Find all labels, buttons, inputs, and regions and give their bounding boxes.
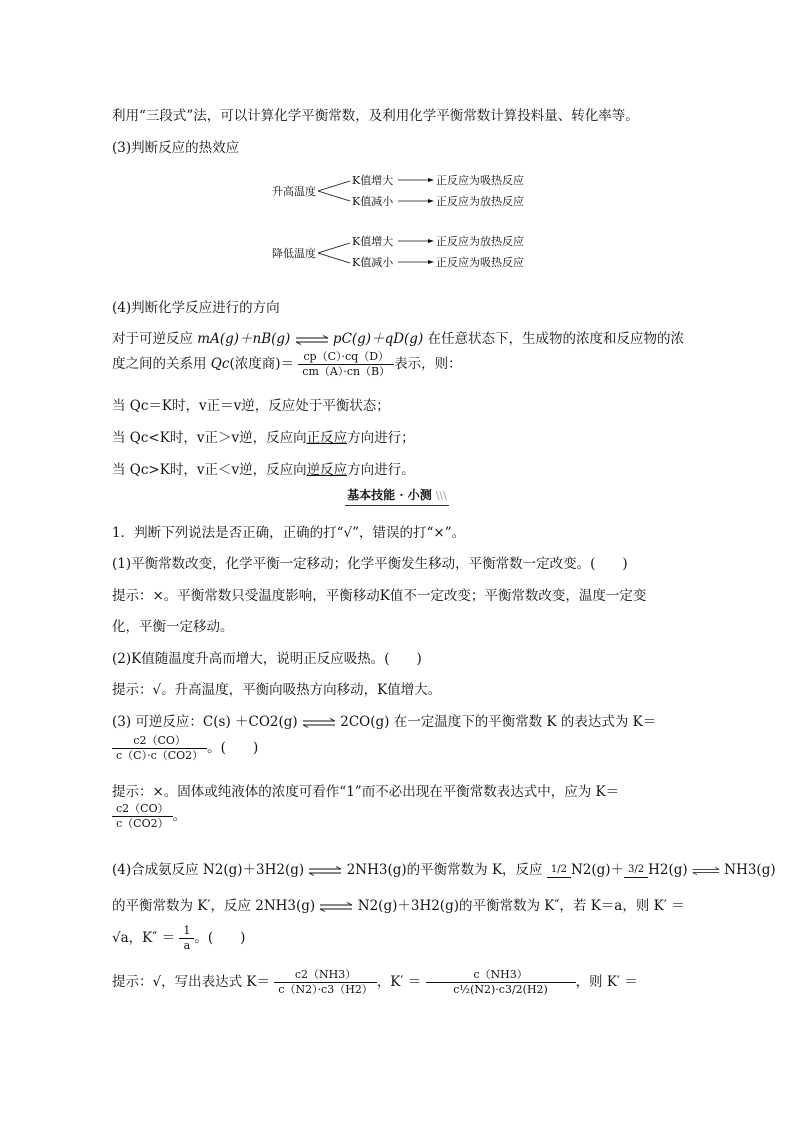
direction-line-1: 对于可逆反应 mA(g)＋nB(g) pC(g)＋qD(g) 在任意状态下，生成物的浓度和反应物的浓 bbox=[112, 331, 685, 347]
equilibrium-arrow-icon bbox=[319, 902, 353, 912]
condition-greater: 当 Qc>K时，v正＜v逆，反应向逆反应方向进行。 bbox=[112, 462, 415, 478]
condition-less: 当 Qc<K时，v正＞v逆，反应向正反应方向进行； bbox=[112, 430, 415, 446]
question-1-3-line-1: (3) 可逆反应：C(s) ＋CO2(g) 2CO(g) 在一定温度下的平衡常数 K 的表达式为 K＝ bbox=[112, 714, 657, 730]
hint-1-line-1: 提示：×。平衡常数只受温度影响，平衡移动K值不一定改变；平衡常数改变，温度一定变 bbox=[112, 588, 647, 604]
question-1-3-line-2: $\frac{c2(CO)}{c(C)\cdot c(CO2)}$ 。( ) bbox=[112, 734, 258, 763]
label-lower-temp: 降低温度 bbox=[272, 247, 316, 260]
equilibrium-arrow-icon bbox=[308, 866, 342, 876]
heading-heat-effect: (3)判断反应的热效应 bbox=[112, 140, 240, 156]
hint-3-line-1: 提示：×。固体或纯液体的浓度可看作“1”而不必出现在平衡常数表达式中，应为 K＝ bbox=[112, 784, 620, 800]
question-1-1: (1)平衡常数改变，化学平衡一定移动；化学平衡发生移动，平衡常数一定改变。( ) bbox=[112, 556, 628, 572]
hint-1-line-2: 化，平衡一定移动。 bbox=[112, 619, 234, 635]
inverse-a-fraction: $\frac{1}{a}$ bbox=[179, 924, 194, 953]
label-endo-2: 正反应为吸热反应 bbox=[436, 256, 524, 269]
label-k-down-2: K值减小 bbox=[352, 256, 394, 269]
half-fraction: 1/2 bbox=[547, 863, 571, 878]
label-endo-1: 正反应为吸热反应 bbox=[436, 174, 524, 187]
intro-paragraph: 利用“三段式”法，可以计算化学平衡常数，及利用化学平衡常数计算投料量、转化率等。 bbox=[112, 108, 639, 124]
hint-3-line-2: $\frac{c2(CO)}{c(CO2)}$ 。 bbox=[112, 802, 186, 831]
heading-direction: (4)判断化学反应进行的方向 bbox=[112, 300, 280, 316]
question-1: 1．判断下列说法是否正确，正确的打“√”，错误的打“×”。 bbox=[112, 525, 466, 541]
equilibrium-arrow-icon bbox=[302, 718, 336, 728]
label-k-down-1: K值减小 bbox=[352, 195, 394, 208]
label-k-up-2: K值增大 bbox=[352, 235, 394, 248]
equilibrium-arrow-icon bbox=[692, 866, 720, 876]
direction-line-2: 度之间的关系用 Qc(浓度商)＝ $\frac{cp(C)\cdot cq(D)}{cm(A)\cdot cn(B)}$ 表示，则： bbox=[112, 350, 462, 378]
hint-3-fraction: $\frac{c2(CO)}{c(CO2)}$ bbox=[112, 802, 173, 831]
k-expression-fraction: $\frac{c2(CO)}{c(C)\cdot c(CO2)}$ bbox=[112, 734, 207, 763]
hint-4-k-fraction: $\frac{c2(NH3)}{c(N2)\cdot c3(H2)}$ bbox=[274, 968, 377, 997]
label-exo-1: 正反应为放热反应 bbox=[436, 195, 524, 208]
equilibrium-arrow-icon bbox=[295, 335, 329, 345]
three-half-fraction: 3/2 bbox=[624, 863, 648, 878]
label-raise-temp: 升高温度 bbox=[272, 185, 316, 198]
question-1-4-line-3: √a，K″ ＝ $\frac{1}{a}$ 。( ) bbox=[112, 924, 246, 952]
label-exo-2: 正反应为放热反应 bbox=[436, 235, 524, 248]
condition-equal: 当 Qc＝K时，v正＝v逆，反应处于平衡状态； bbox=[112, 398, 390, 414]
hint-2: 提示：√。升高温度，平衡向吸热方向移动，K值增大。 bbox=[112, 682, 442, 698]
hint-4: 提示：√，写出表达式 K＝ $\frac{c2(NH3)}{c(N2)\cdot c3(H2)}$ ，K′ ＝ $\frac{c(NH3)}{\text{c½(N2)·c3/2(H2)}}$ ，则 K′ ＝ bbox=[112, 968, 638, 996]
question-1-4-line-2: 的平衡常数为 K′，反应 2NH3(g) N2(g)＋3H2(g)的平衡常数为 K″，若 K＝a，则 K′ ＝ bbox=[112, 898, 685, 914]
quotient-fraction: $\frac{cp(C)\cdot cq(D)}{cm(A)\cdot cn(B)}$ bbox=[298, 350, 394, 379]
question-1-4-line-1: (4)合成氨反应 N2(g)＋3H2(g) 2NH3(g)的平衡常数为 K，反应 1/2 N2(g)＋ 3/2 H2(g) NH3(g) bbox=[112, 862, 776, 878]
question-1-2: (2)K值随温度升高而增大，说明正反应吸热。( ) bbox=[112, 651, 422, 667]
heat-effect-diagram bbox=[270, 168, 530, 272]
section-badge: 基本技能 · 小测 \\\ bbox=[0, 486, 794, 506]
label-k-up-1: K值增大 bbox=[352, 174, 394, 187]
hint-4-k-prime-fraction: $\frac{c(NH3)}{\text{c½(N2)·c3/2(H2)}}$ bbox=[426, 968, 576, 997]
badge-decoration-icon: \\\ bbox=[435, 489, 447, 502]
